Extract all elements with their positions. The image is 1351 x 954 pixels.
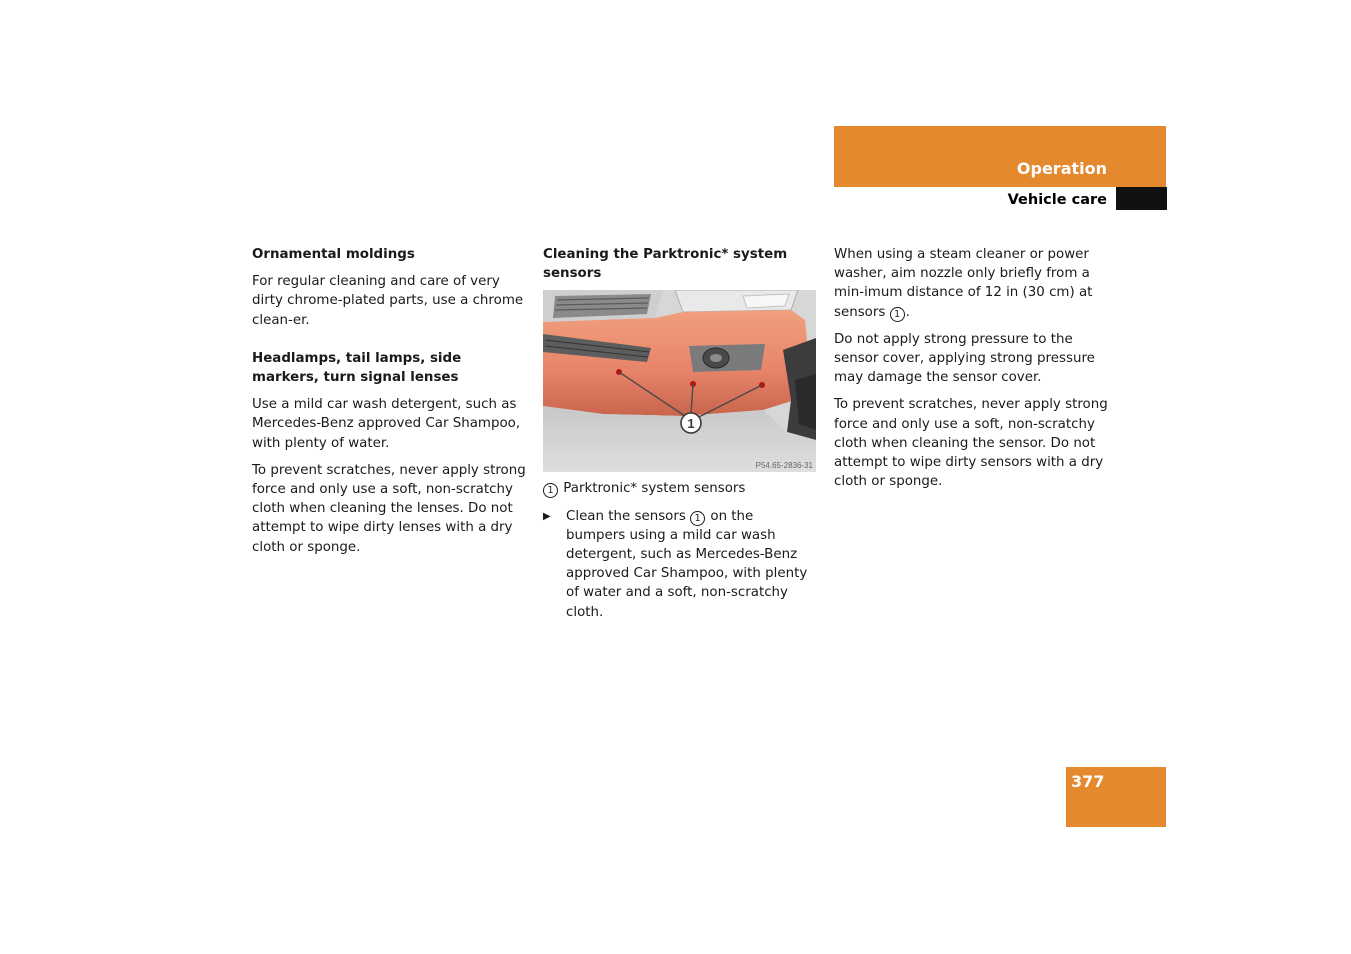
heading-parktronic: Cleaning the Parktronic* system sensors xyxy=(543,247,788,282)
subsection-title: Vehicle care xyxy=(1007,192,1107,208)
paragraph-headlamps-scratches: To prevent scratches, never apply strong force and only use a soft, non-scratchy cloth when cleaning the lenses. Do not attempt to wipe dirty lenses with a dry cloth or sponge. xyxy=(252,462,526,555)
image-code: P54.65-2836-31 xyxy=(755,461,813,471)
heading-headlamps: Headlamps, tail lamps, side markers, turn signal lenses xyxy=(252,350,462,386)
paragraph-sensor-scratches: To prevent scratches, never apply strong force and only use a soft, non-scratchy cloth when cleaning the sensor. Do not attempt to wipe dirty sensors with a dry cloth or sponge. xyxy=(834,397,1108,490)
callout-number-inline: 1 xyxy=(690,511,705,526)
callout-1-label: 1 xyxy=(687,416,695,432)
step-text-a: Clean the sensors xyxy=(566,508,686,524)
paragraph-steam-cleaner xyxy=(834,245,1112,322)
steam-cleaner-end: . xyxy=(905,304,910,320)
caption-text: Parktronic* system sensors xyxy=(563,481,746,497)
paragraph-ornamental: For regular cleaning and care of very dirty chrome-plated parts, use a chrome clean-er. xyxy=(252,274,524,328)
step-text-b: on the bumpers using a mild car wash detergent, such as Mercedes-Benz approved Car Shampoo, with plenty of water and a soft, non-scratchy cloth. xyxy=(566,508,808,620)
section-title: Operation xyxy=(1016,159,1107,178)
header-band xyxy=(834,126,1166,187)
callout-number-inline: 1 xyxy=(890,307,905,322)
section-tab-marker xyxy=(1116,187,1167,210)
bullet-arrow-icon: ▶ xyxy=(543,510,551,522)
paragraph-pressure: Do not apply strong pressure to the sensor cover, applying strong pressure may damage the sensor cover. xyxy=(834,331,1095,386)
figure-caption xyxy=(543,479,816,498)
column-2 xyxy=(543,245,816,622)
heading-ornamental-moldings: Ornamental moldings xyxy=(252,247,415,262)
page-number: 377 xyxy=(1071,772,1105,791)
column-3 xyxy=(834,245,1112,499)
callout-number: 1 xyxy=(543,483,558,498)
instruction-step xyxy=(543,507,816,622)
bumper-sensors-photo xyxy=(543,290,816,472)
column-1 xyxy=(252,245,527,565)
steam-cleaner-text: When using a steam cleaner or power washer, aim nozzle only briefly from a min-imum distance of 12 in (30 cm) at sensors xyxy=(834,247,1093,320)
paragraph-headlamps-detergent: Use a mild car wash detergent, such as Mercedes-Benz approved Car Shampoo, with plenty of water. xyxy=(252,397,521,451)
